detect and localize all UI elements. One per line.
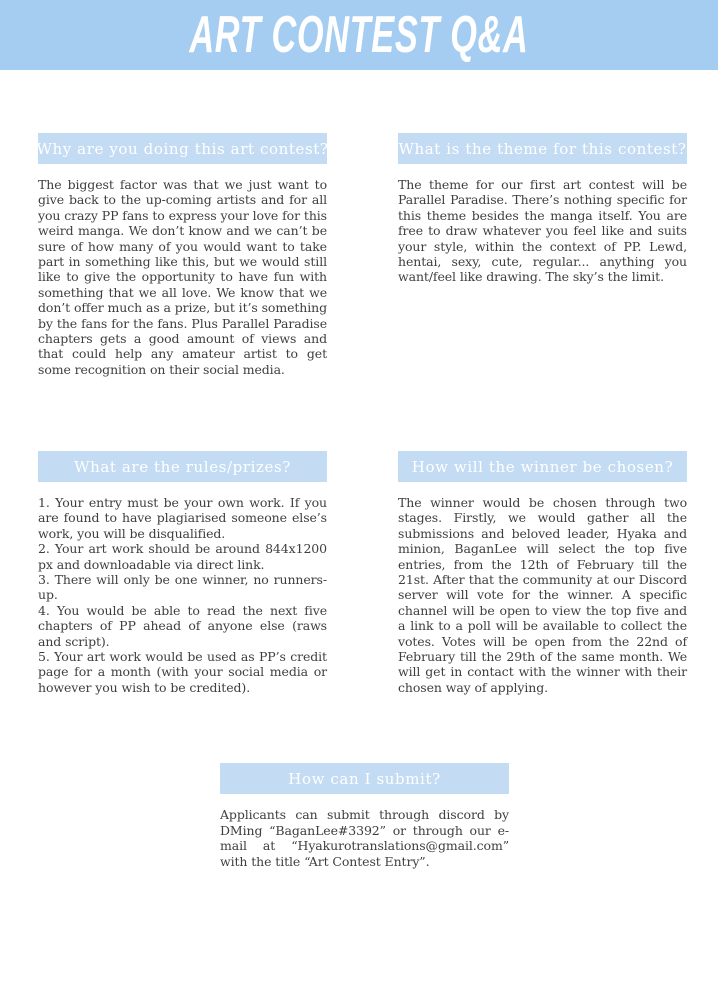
- rule-item-4: 4. You would be able to read the next five chapters of PP ahead of anyone else (raws and script).: [38, 602, 327, 649]
- qa-section-winner-chosen: [398, 451, 687, 695]
- answer-why: The biggest factor was that we just want to give back to the up-coming artists and for all you crazy PP fans to express your love for this weird manga. We don’t know and we can’t be sure of how many of you would want to take part in something like this, but we would still like to give the opportunity to have fun with something that we all love. We know that we don’t offer much as a prize, but it’s something by the fans for the fans. Plus Parallel Paradise chapters gets a good amount of views and that could help any amateur artist to get some recognition on their social media.: [38, 177, 327, 377]
- qa-section-how-to-submit: [220, 763, 509, 869]
- rule-item-5: 5. Your art work would be used as PP’s credit page for a month (with your social media or however you wish to be credited).: [38, 649, 327, 695]
- rule-item-1: 1. Your entry must be your own work. If you are found to have plagiarised someone else’s work, you will be disqualified.: [38, 495, 327, 541]
- question-header-winner: [398, 451, 687, 482]
- page-banner: [0, 0, 718, 70]
- rules-list: [38, 495, 327, 695]
- question-text: How will the winner be chosen?: [411, 457, 674, 476]
- question-header-submit: [220, 763, 509, 794]
- qa-section-theme: [398, 133, 687, 451]
- question-header-rules: [38, 451, 327, 482]
- question-header-why: [38, 133, 327, 164]
- rule-item-3: 3. There will only be one winner, no runners-up.: [38, 572, 327, 603]
- qa-section-why-contest: [38, 133, 327, 451]
- page-title: ART CONTEST Q&A: [189, 6, 529, 64]
- question-text: What is the theme for this contest?: [398, 139, 687, 158]
- qa-section-rules-prizes: [38, 451, 327, 695]
- question-header-theme: [398, 133, 687, 164]
- answer-theme: The theme for our first art contest will be Parallel Paradise. There’s nothing specific for this theme besides the manga itself. You are free to draw whatever you feel like and suits your style, within the context of PP. Lewd, hentai, sexy, cute, regular... anything you want/feel like drawing. The sky’s the limit.: [398, 177, 687, 285]
- question-text: What are the rules/prizes?: [74, 457, 291, 476]
- rule-item-2: 2. Your art work should be around 844x1200 px and downloadable via direct link.: [38, 541, 327, 572]
- question-text: Why are you doing this art contest?: [36, 139, 329, 158]
- qa-grid: [38, 133, 687, 695]
- question-text: How can I submit?: [288, 769, 441, 788]
- answer-winner: The winner would be chosen through two stages. Firstly, we would gather all the submissions and beloved leader, Hyaka and minion, BaganLee will select the top five entries, from the 12th of February till the 21st. After that the community at our Discord server will vote for the winner. A specific channel will be open to view the top five and a link to a poll will be available to collect the votes. Votes will be open from the 22nd of February till the 29th of the same month. We will get in contact with the winner with their chosen way of applying.: [398, 495, 687, 695]
- answer-submit: Applicants can submit through discord by DMing “BaganLee#3392” or through our e-mail at “Hyakurotranslations@gmail.com” with the title “Art Contest Entry”.: [220, 807, 509, 869]
- qa-content: [0, 133, 718, 869]
